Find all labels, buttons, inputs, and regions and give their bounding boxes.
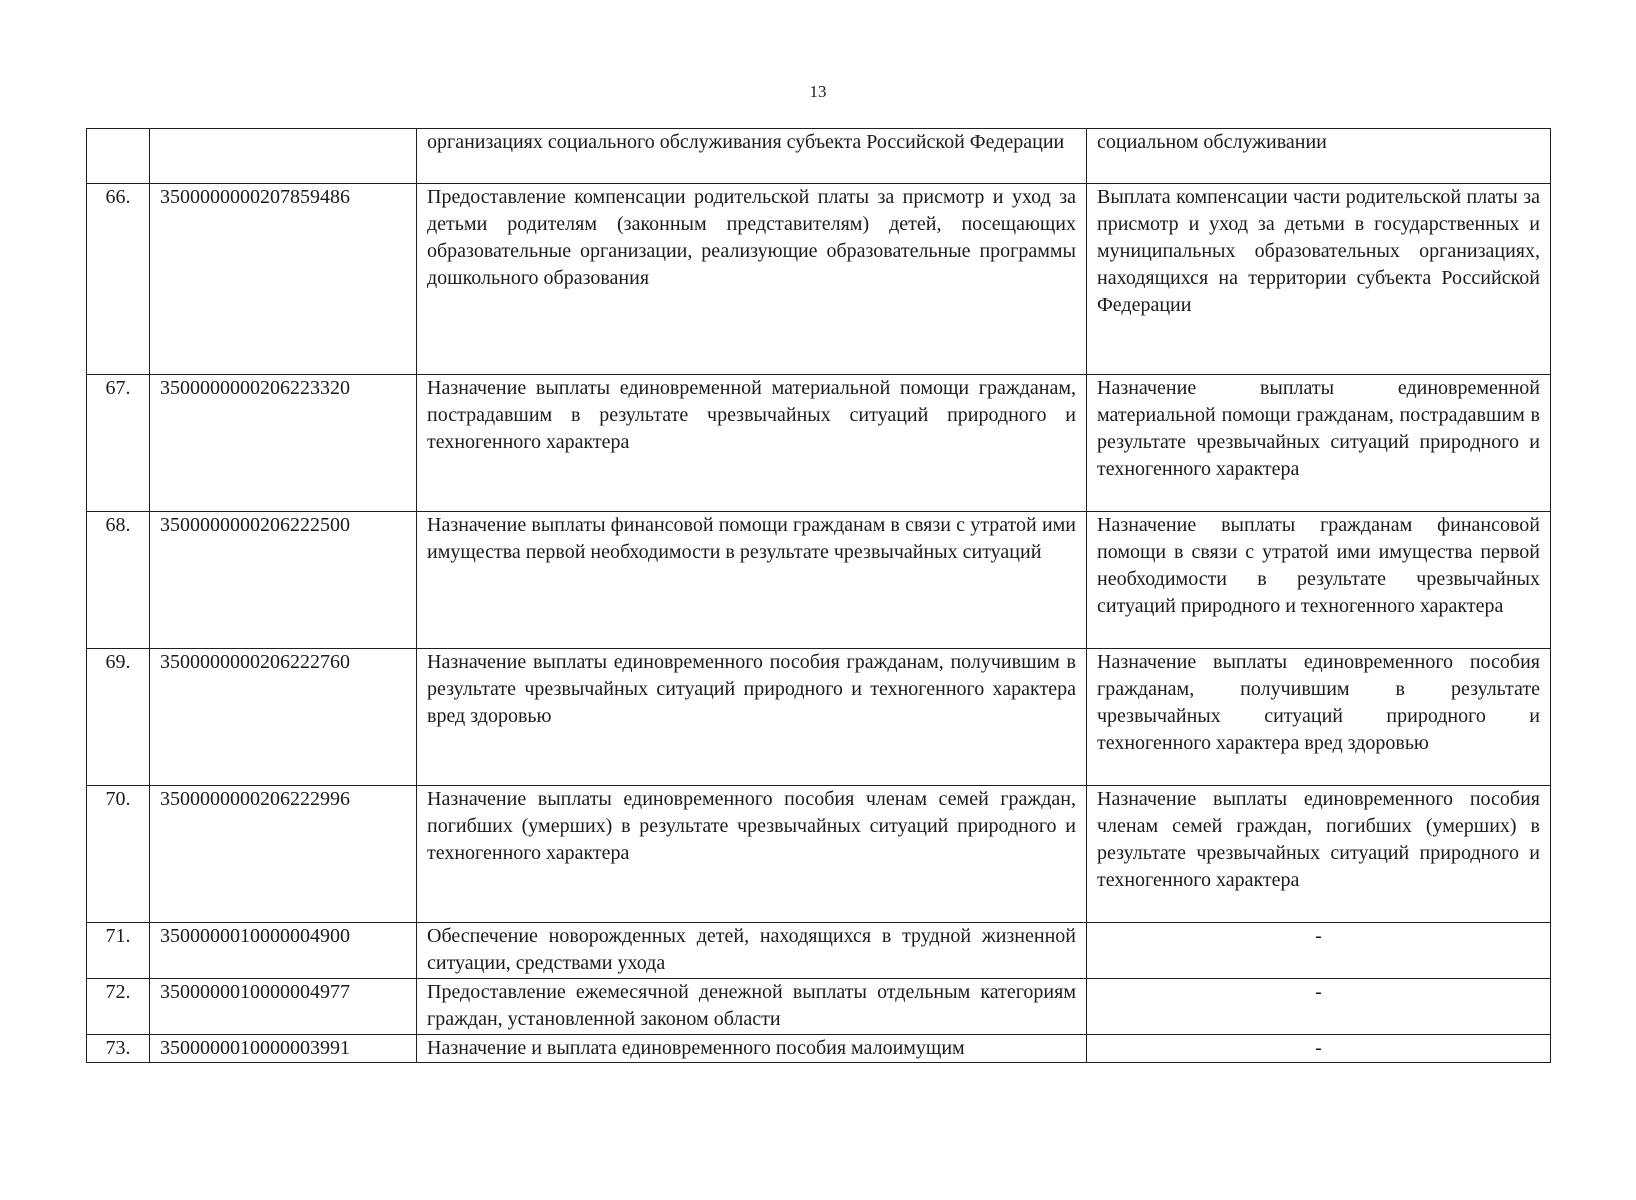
service-result: Назначение выплаты гражданам финансовой помощи в связи с утратой ими имущества первой необходимости в результате чрезвычайных ситуаций природного и техногенного характера [1087,512,1551,649]
table-row [87,786,1551,923]
service-result: - [1087,1035,1551,1063]
services-table [86,128,1551,1063]
service-description: Назначение выплаты единовременного пособия гражданам, получившим в результате чрезвычайных ситуаций природного и техногенного характера вред здоровью [417,649,1087,786]
service-result: - [1087,979,1551,1035]
service-description: Предоставление компенсации родительской платы за присмотр и уход за детьми родителям (законным представителям) детей, посещающих образовательные организации, реализующие образовательные программы дошкольного образования [417,184,1087,375]
table-row-continuation [87,129,1551,184]
service-description: Предоставление ежемесячной денежной выплаты отдельным категориям граждан, установленной законом области [417,979,1087,1035]
row-number [87,129,150,184]
table-row [87,512,1551,649]
service-description: организациях социального обслуживания субъекта Российской Федерации [417,129,1087,184]
table-row [87,184,1551,375]
service-code: 3500000000207859486 [150,184,417,375]
row-number: 68. [87,512,150,649]
page-number: 13 [809,82,827,101]
service-code: 3500000000206222996 [150,786,417,923]
row-number: 72. [87,979,150,1035]
row-number: 66. [87,184,150,375]
service-code: 3500000010000004900 [150,923,417,979]
table-row [87,979,1551,1035]
service-code [150,129,417,184]
service-result: Назначение выплаты единовременной материальной помощи гражданам, пострадавшим в результате чрезвычайных ситуаций природного и техногенного характера [1087,375,1551,512]
row-number: 70. [87,786,150,923]
service-description: Назначение выплаты единовременной материальной помощи гражданам, пострадавшим в результате чрезвычайных ситуаций природного и техногенного характера [417,375,1087,512]
service-description: Назначение выплаты финансовой помощи гражданам в связи с утратой ими имущества первой необходимости в результате чрезвычайных ситуаций [417,512,1087,649]
service-result: социальном обслуживании [1087,129,1551,184]
row-number: 73. [87,1035,150,1063]
service-result: Назначение выплаты единовременного пособия членам семей граждан, погибших (умерших) в результате чрезвычайных ситуаций природного и техногенного характера [1087,786,1551,923]
service-result: Назначение выплаты единовременного пособия гражданам, получившим в результате чрезвычайных ситуаций природного и техногенного характера вред здоровью [1087,649,1551,786]
table-row [87,649,1551,786]
service-code: 3500000010000003991 [150,1035,417,1063]
service-description: Назначение и выплата единовременного пособия малоимущим [417,1035,1087,1063]
service-code: 3500000000206222500 [150,512,417,649]
service-code: 3500000000206223320 [150,375,417,512]
service-result: - [1087,923,1551,979]
service-result: Выплата компенсации части родительской платы за присмотр и уход за детьми в государственных и муниципальных образовательных организациях, находящихся на территории субъекта Российской Федерации [1087,184,1551,375]
service-description: Обеспечение новорожденных детей, находящихся в трудной жизненной ситуации, средствами ухода [417,923,1087,979]
row-number: 67. [87,375,150,512]
service-code: 3500000010000004977 [150,979,417,1035]
table-row [87,1035,1551,1063]
service-code: 3500000000206222760 [150,649,417,786]
row-number: 71. [87,923,150,979]
table-row [87,375,1551,512]
row-number: 69. [87,649,150,786]
service-description: Назначение выплаты единовременного пособия членам семей граждан, погибших (умерших) в результате чрезвычайных ситуаций природного и техногенного характера [417,786,1087,923]
table-row [87,923,1551,979]
